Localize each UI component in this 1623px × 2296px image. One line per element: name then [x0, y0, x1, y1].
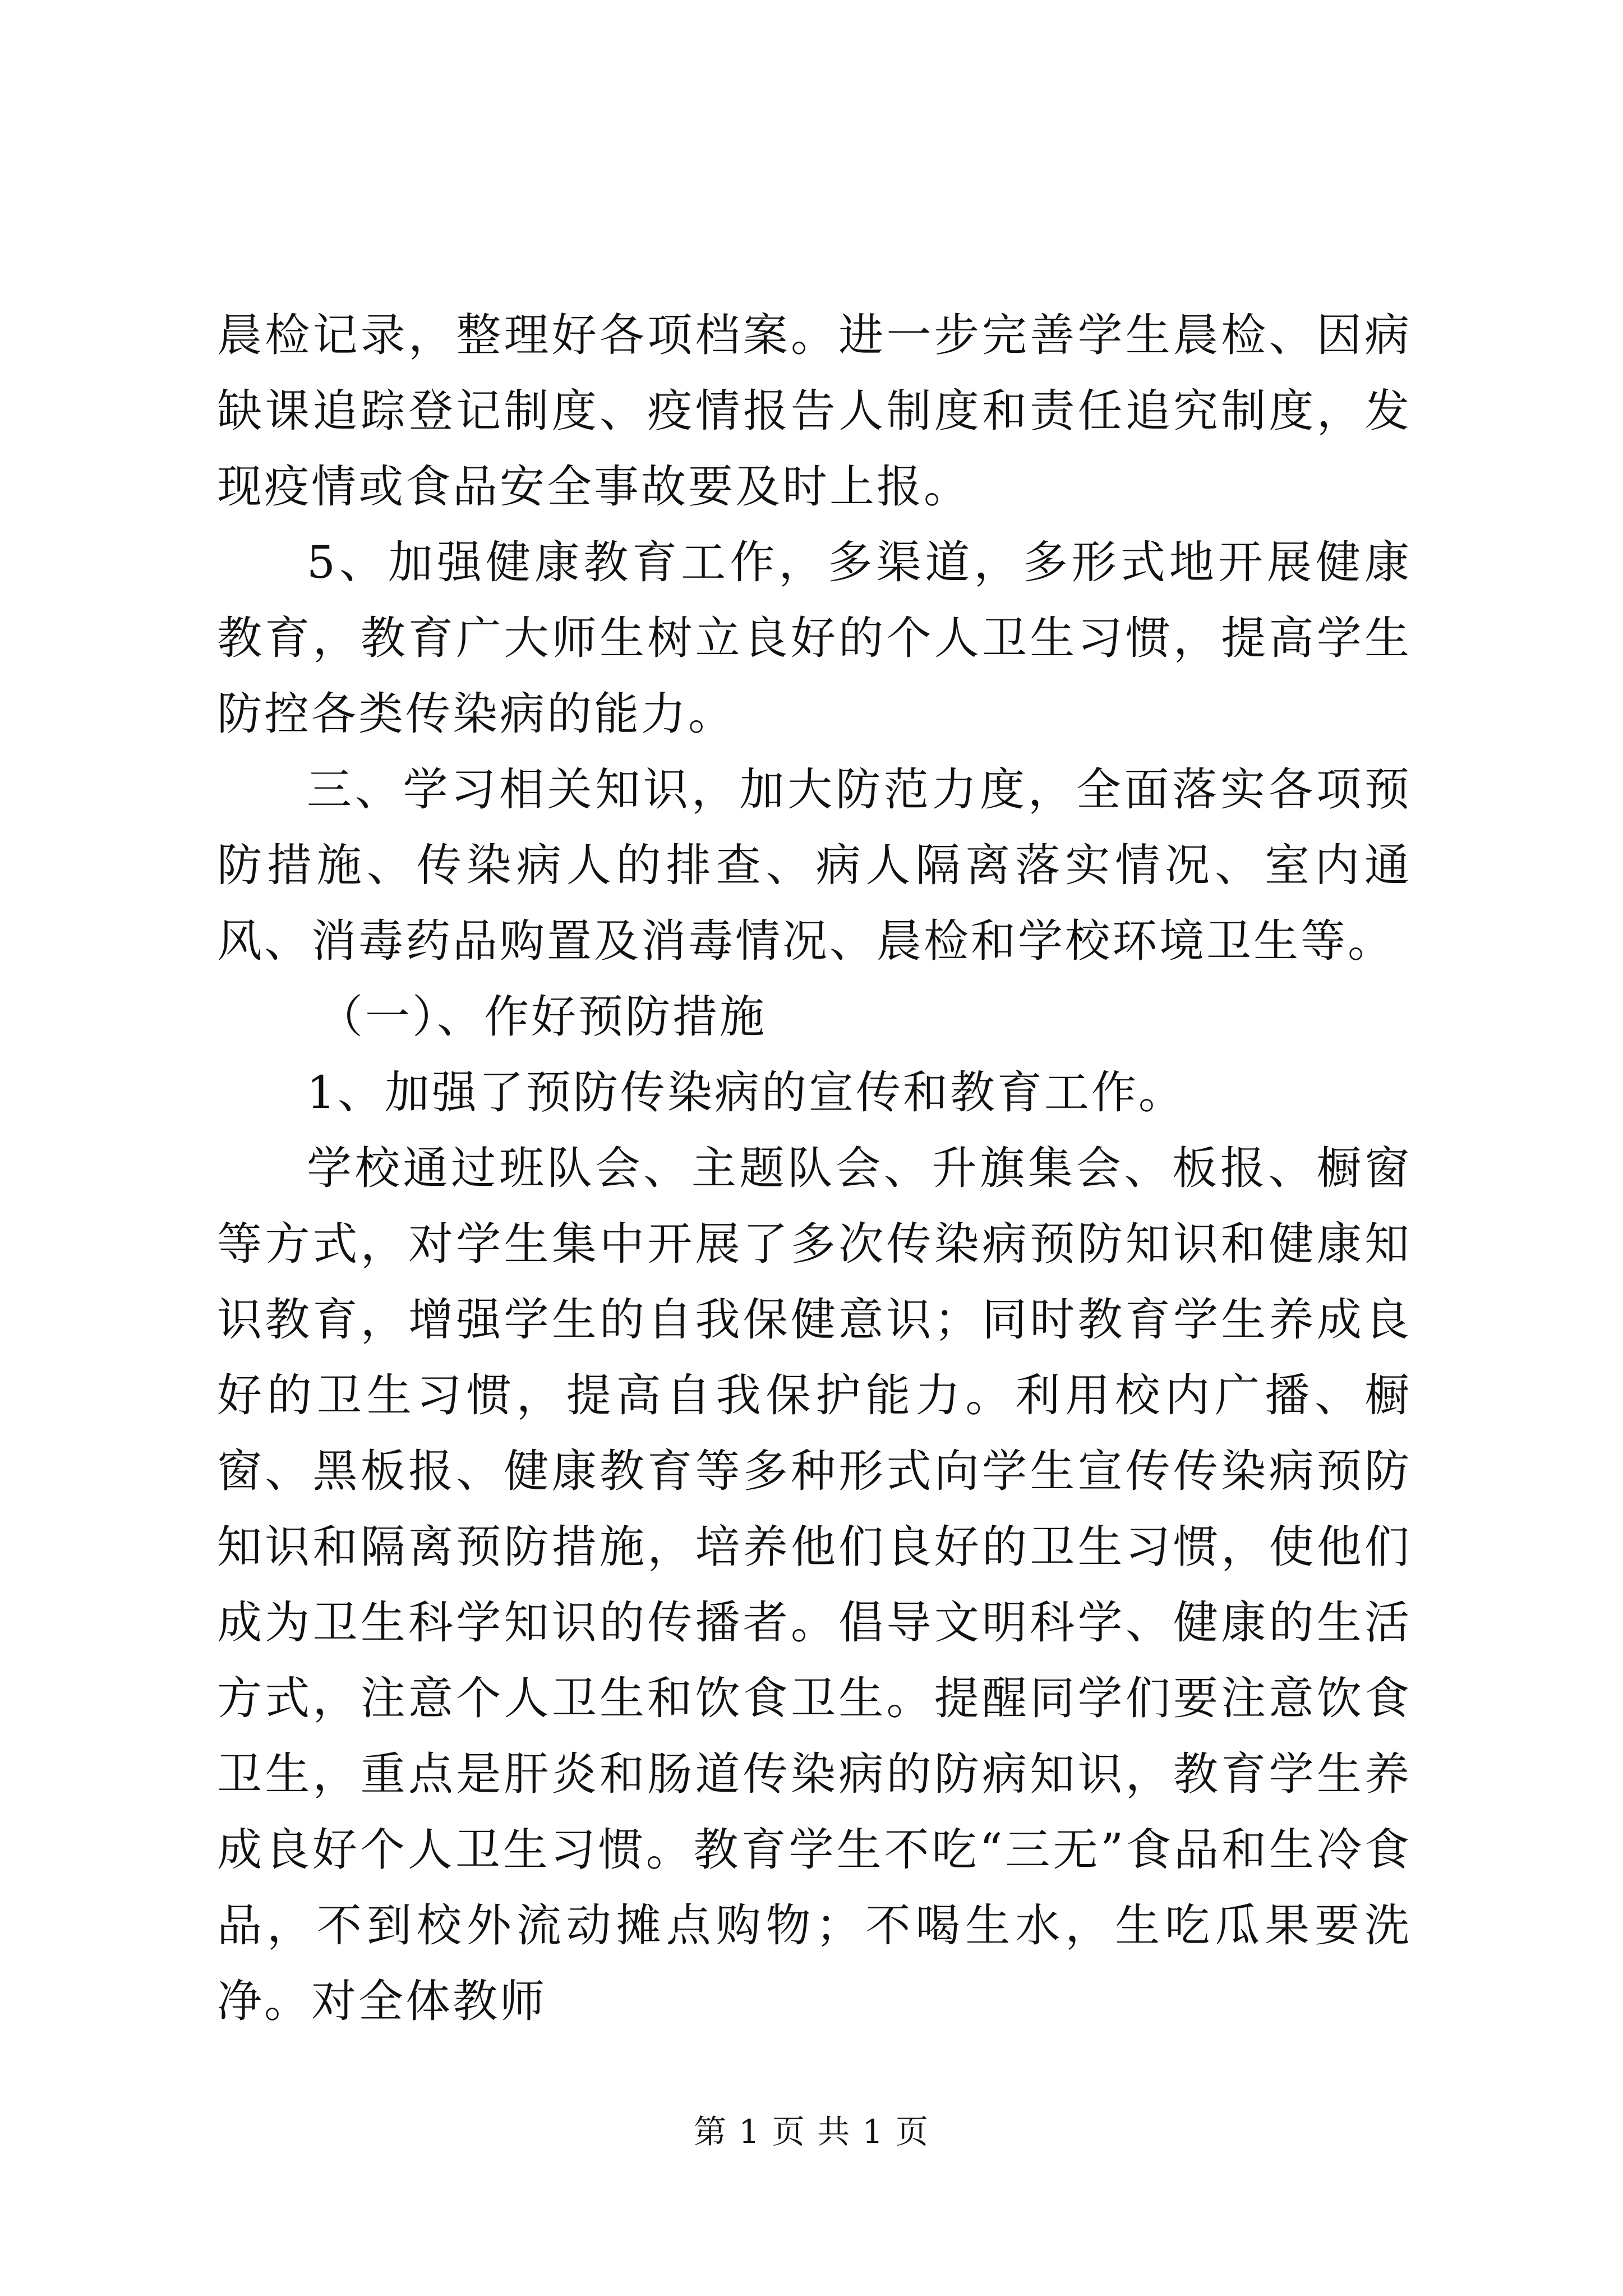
subheading-prevention-measures: （一）、作好预防措施	[318, 991, 767, 1043]
paragraph-school-education: 学校通过班队会、主题队会、升旗集会、板报、橱窗等方式，对学生集中开展了多次传染病预防知识和健康知识教育，增强学生的自我保健意识；同时教育学生养成良好的卫生习惯，提高自我保护能力。利用校内广播、橱窗、黑板报、健康教育等多种形式向学生宣传传染病预防知识和隔离预防措施，培养他们良好的卫生习惯，使他们成为卫生科学知识的传播者。倡导文明科学、健康的生活方式，注意个人卫生和饮食卫生。提醒同学们要注意饮食卫生，重点是肝炎和肠道传染病的防病知识，教育学生养成良好个人卫生习惯。教育学生不吃“三无”食品和生冷食品，不到校外流动摊点购物；不喝生水，生吃瓜果要洗净。对全体教师	[217, 1142, 1412, 2027]
document-body	[217, 297, 1412, 2039]
paragraph-continuation: 晨检记录，整理好各项档案。进一步完善学生晨检、因病缺课追踪登记制度、疫情报告人制度和责任追究制度，发现疫情或食品安全事故要及时上报。	[217, 309, 1412, 513]
paragraph-item-1: 1、加强了预防传染病的宣传和教育工作。	[307, 1066, 1186, 1119]
paragraph-section-3: 三、学习相关知识，加大防范力度，全面落实各项预防措施、传染病人的排查、病人隔离落实情况、室内通风、消毒药品购置及消毒情况、晨检和学校环境卫生等。	[217, 763, 1412, 967]
paragraph-item-5: 5、加强健康教育工作，多渠道，多形式地开展健康教育，教育广大师生树立良好的个人卫生习惯，提高学生防控各类传染病的能力。	[217, 536, 1412, 740]
page-footer	[0, 2109, 1623, 2154]
page-number-label: 第 1 页 共 1 页	[694, 2113, 929, 2151]
